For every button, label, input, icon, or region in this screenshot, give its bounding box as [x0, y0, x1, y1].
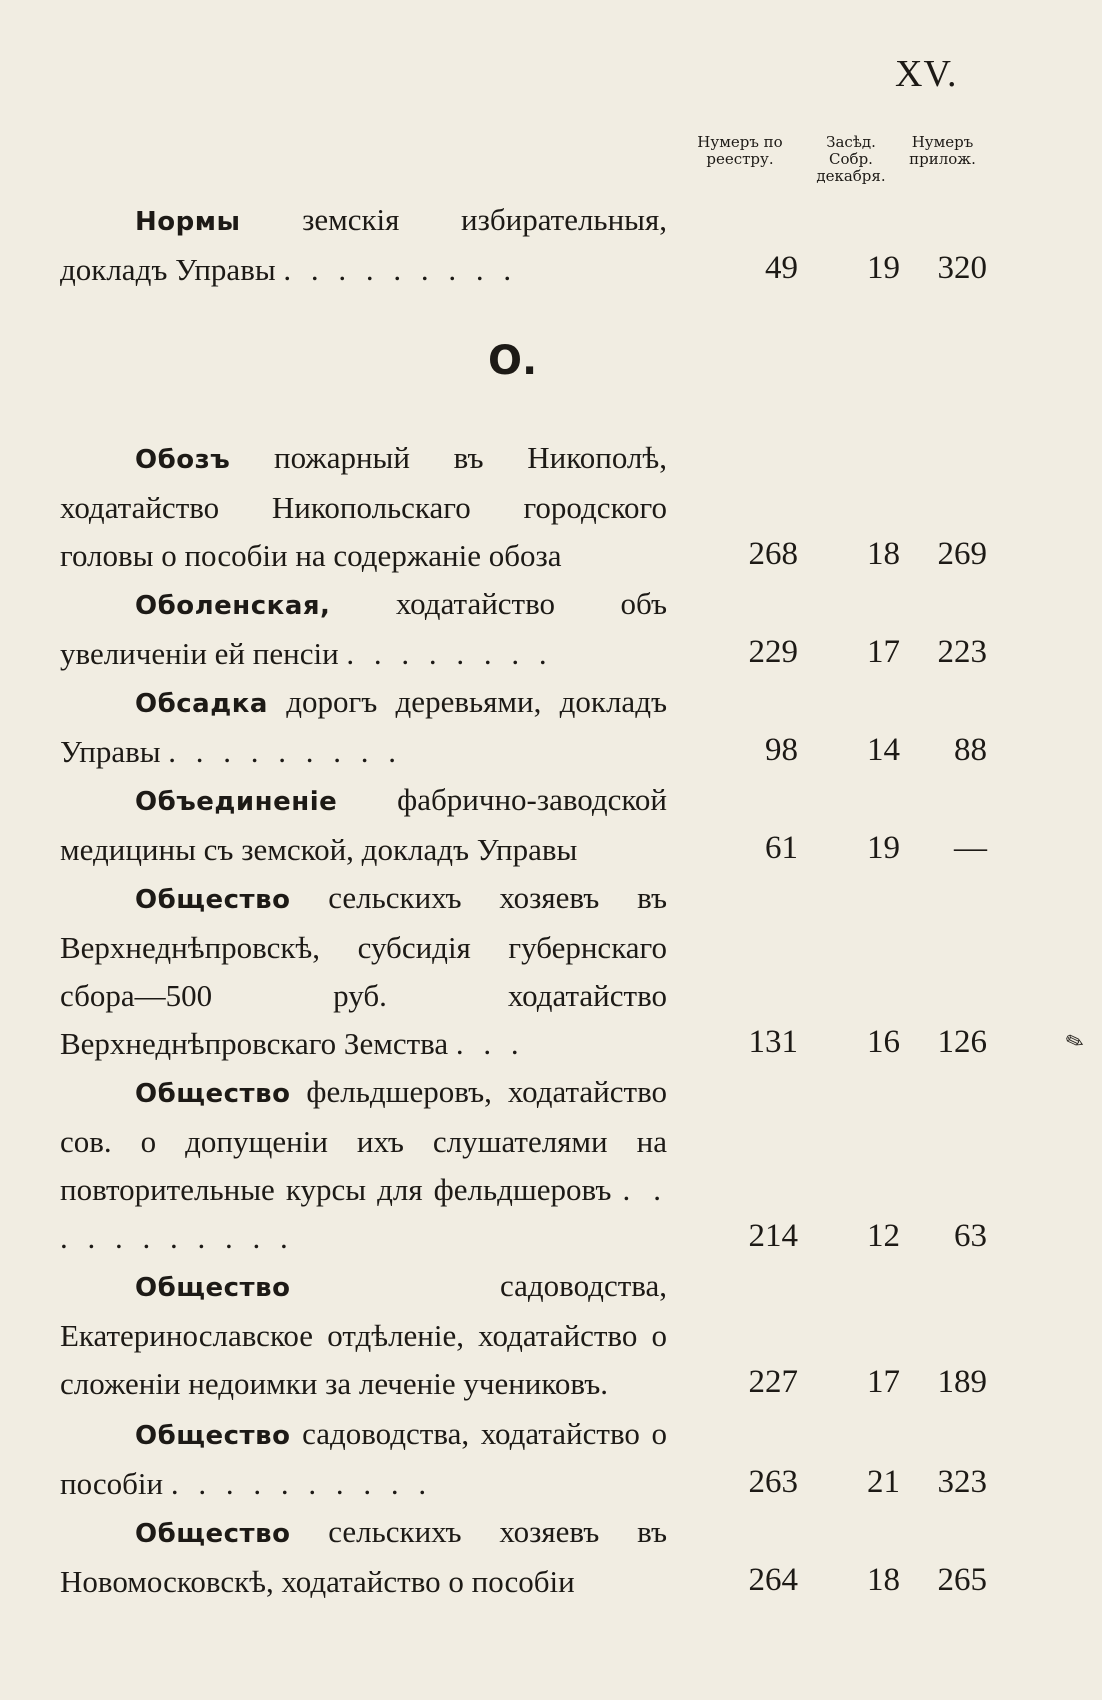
- entry-text: [60, 1068, 667, 1262]
- registry-number: 229: [748, 634, 798, 670]
- section-letter: О.: [488, 338, 538, 384]
- column-header-registry: Нумеръ по реестру.: [697, 133, 783, 168]
- entry-text: [60, 1508, 667, 1606]
- column-header-appendix: Нумеръ прилож.: [909, 133, 976, 168]
- index-entry: [60, 874, 987, 1066]
- appendix-number: 269: [937, 536, 987, 572]
- session-number: 12: [867, 1218, 900, 1254]
- appendix-number: 265: [937, 1562, 987, 1598]
- appendix-number: 189: [937, 1364, 987, 1400]
- index-entry: [60, 1068, 987, 1260]
- session-number: 21: [867, 1464, 900, 1500]
- entry-description: садоводства, Екатеринославское отдѣленіе, ходатайство о сложеніи недоимки за леченіе учениковъ.: [60, 1268, 667, 1401]
- session-number: 18: [867, 1562, 900, 1598]
- entry-numbers: [690, 1556, 1020, 1604]
- entry-numbers: [690, 824, 1020, 872]
- appendix-number: 126: [937, 1024, 987, 1060]
- dot-leader: . . . . . . . . .: [283, 252, 518, 287]
- session-number: 17: [867, 634, 900, 670]
- entry-keyword: Оболенская,: [135, 591, 331, 621]
- entry-text: [60, 776, 667, 874]
- index-entry: [60, 678, 987, 774]
- session-number: 17: [867, 1364, 900, 1400]
- entry-text: [60, 1410, 667, 1508]
- index-entry: [60, 434, 987, 578]
- registry-number: 227: [748, 1364, 798, 1400]
- entry-text: [60, 580, 667, 678]
- registry-number: 49: [765, 250, 798, 286]
- dot-leader: . . . . . . . . . .: [170, 1466, 433, 1501]
- entry-numbers: [690, 1458, 1020, 1506]
- column-header-session: Засѣд. Собр. декабря.: [816, 133, 886, 185]
- session-number: 18: [867, 536, 900, 572]
- entry-description: фельдшеровъ, ходатайство сов. о допущеніи ихъ слушателями на повторительные курсы для фельдшеровъ: [60, 1074, 667, 1207]
- index-entry: [60, 776, 987, 872]
- entry-description: сельскихъ хозяевъ въ Новомосковскѣ, ходатайство о пособіи: [60, 1514, 667, 1599]
- entry-description: ходатайство объ увеличеніи ей пенсіи: [60, 586, 667, 671]
- entry-description: сельскихъ хозяевъ въ Верхнеднѣпровскѣ, субсидія губернскаго сбора—500 руб. ходатайство Верхнеднѣпровскаго Земства: [60, 880, 667, 1061]
- entry-numbers: [690, 244, 1020, 292]
- entry-keyword: Общество: [135, 1079, 291, 1109]
- index-entry: [60, 1508, 987, 1604]
- entry-text: [60, 434, 667, 580]
- entry-keyword: Обсадка: [135, 689, 268, 719]
- appendix-number: —: [954, 830, 987, 866]
- page-number: XV.: [895, 53, 958, 95]
- dot-leader: . . . . . . . .: [346, 636, 553, 671]
- entry-keyword: Общество: [135, 1273, 291, 1303]
- session-number: 16: [867, 1024, 900, 1060]
- session-number: 19: [867, 830, 900, 866]
- entry-numbers: [690, 1358, 1020, 1406]
- index-entry: [60, 580, 987, 676]
- entry-numbers: [690, 530, 1020, 578]
- entry-description: фабрично-заводской медицины съ земской, докладъ Управы: [60, 782, 667, 867]
- registry-number: 131: [748, 1024, 798, 1060]
- entry-numbers: [690, 1018, 1020, 1066]
- stray-pencil-mark: ✎: [1062, 1027, 1089, 1058]
- entry-numbers: [690, 726, 1020, 774]
- registry-number: 264: [748, 1562, 798, 1598]
- entry-keyword: Обозъ: [135, 445, 231, 475]
- entry-keyword: Объединеніе: [135, 787, 338, 817]
- entry-keyword: Общество: [135, 885, 291, 915]
- index-entry: [60, 1262, 987, 1406]
- appendix-number: 323: [937, 1464, 987, 1500]
- appendix-number: 320: [937, 250, 987, 286]
- index-entry: [60, 196, 987, 292]
- dot-leader: . . . . . . . . .: [168, 734, 403, 769]
- appendix-number: 223: [937, 634, 987, 670]
- registry-number: 98: [765, 732, 798, 768]
- entry-description: земскія избирательныя, докладъ Управы: [60, 202, 667, 287]
- entry-text: [60, 1262, 667, 1408]
- session-number: 14: [867, 732, 900, 768]
- entry-text: [60, 196, 667, 294]
- session-number: 19: [867, 250, 900, 286]
- entry-text: [60, 678, 667, 776]
- registry-number: 268: [748, 536, 798, 572]
- entry-numbers: [690, 1212, 1020, 1260]
- entry-description: садоводства, ходатайство о пособіи: [60, 1416, 667, 1501]
- entry-text: [60, 874, 667, 1068]
- dot-leader: . . .: [455, 1026, 525, 1061]
- entry-numbers: [690, 628, 1020, 676]
- registry-number: 61: [765, 830, 798, 866]
- entry-keyword: Нормы: [135, 207, 241, 237]
- entry-keyword: Общество: [135, 1421, 291, 1451]
- entry-keyword: Общество: [135, 1519, 291, 1549]
- appendix-number: 63: [954, 1218, 987, 1254]
- entry-description: дорогъ деревьями, докладъ Управы: [60, 684, 667, 769]
- index-entry: [60, 1410, 987, 1506]
- entry-description: пожарный въ Никополѣ, ходатайство Никопольскаго городского головы о пособіи на содержаніе обоза: [60, 440, 667, 573]
- appendix-number: 88: [954, 732, 987, 768]
- registry-number: 214: [748, 1218, 798, 1254]
- registry-number: 263: [748, 1464, 798, 1500]
- dot-leader: . . . . . . . . . . .: [60, 1172, 667, 1255]
